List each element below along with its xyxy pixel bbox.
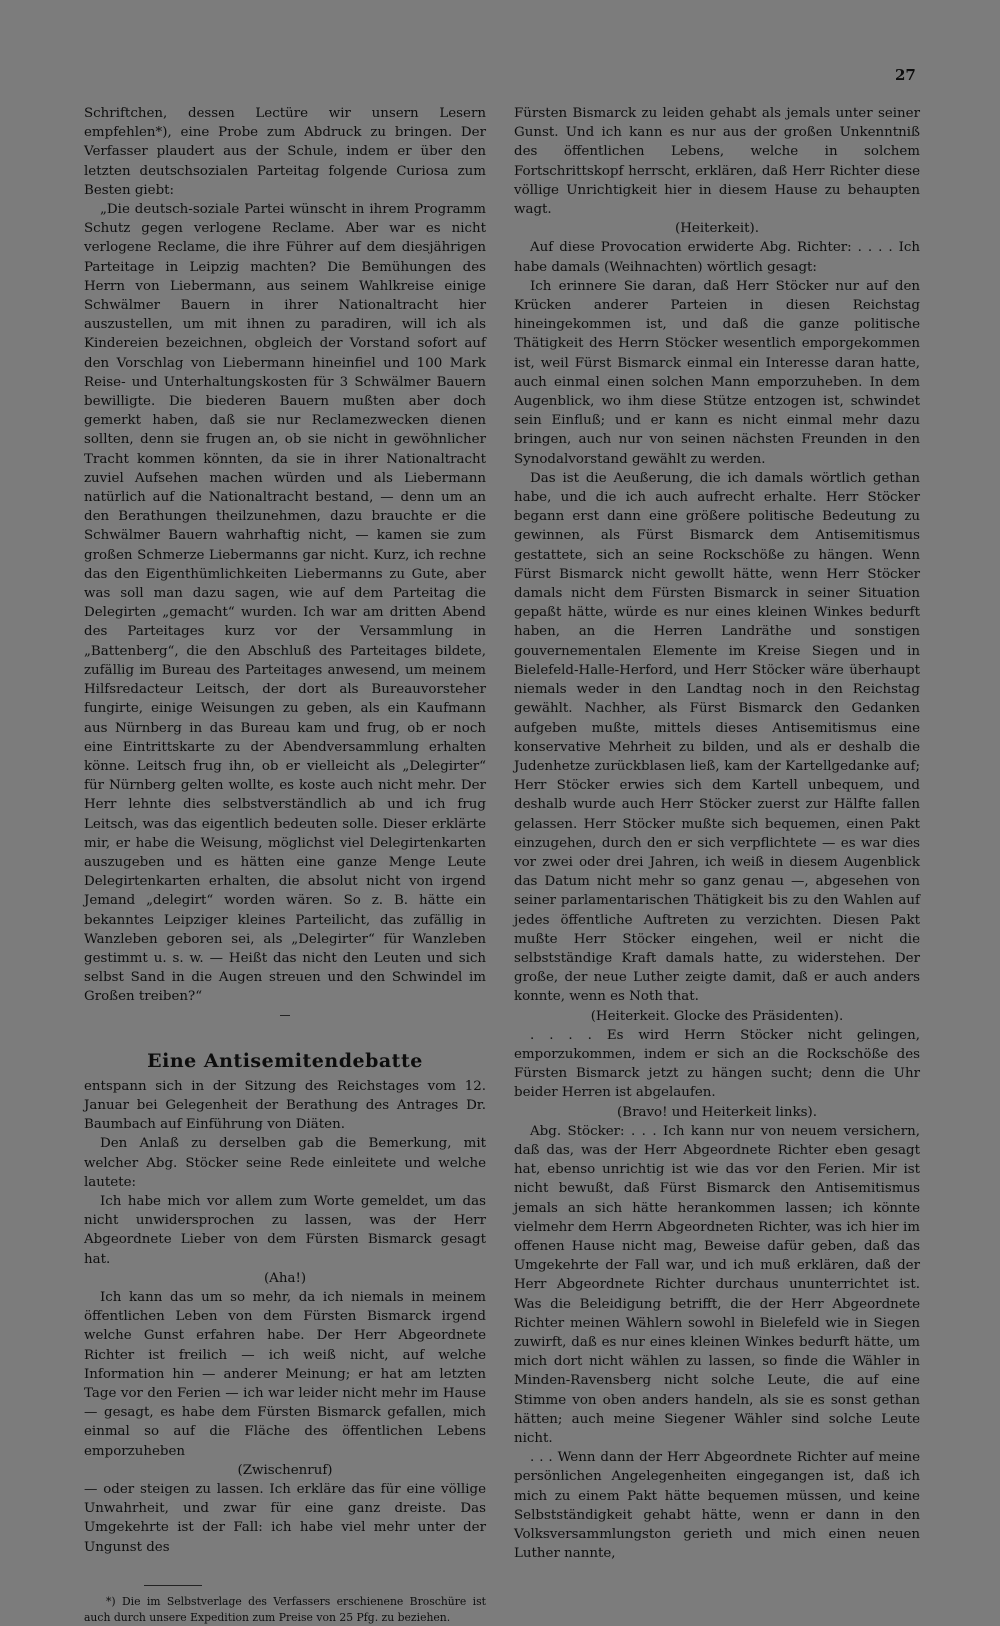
left-column xyxy=(84,104,486,1626)
right-paragraph-1: Fürsten Bismarck zu leiden gehabt als jemals unter seiner Gunst. Und ich kann es nur aus der großen Unkenntniß des öffentlichen Lebens, welche in solchem Fortschrittskopf herrscht, erklären, daß Herr Richter diese völlige Unrichtigkeit hier in diesem Hause zu behaupten wagt. xyxy=(514,106,920,218)
left-paragraph-7: Ich kann das um so mehr, da ich niemals in meinem öffentlichen Leben von dem Fürsten Bismarck irgend welche Gunst erfahren habe. Der Herr Abgeordnete Richter ist freilich — ich weiß nicht, auf welche Information hin — anderer Meinung; er hat am letzten Tage vor den Ferien — ich war leider nicht mehr im Hause — gesagt, es habe dem Fürsten Bismarck gefallen, mich einmal so auf die Fläche des öffentlichen Lebens emporzuheben xyxy=(84,1289,486,1459)
left-paragraph-1: Schriftchen, dessen Lectüre wir unsern Lesern empfehlen*), eine Probe zum Abdruck zu bringen. Der Verfasser plaudert aus der Schule, indem er über den letzten deutschsozialen Parteitag folgende Curiosa zum Besten giebt: xyxy=(84,106,486,198)
right-interjection-1: (Heiterkeit). xyxy=(675,221,759,237)
right-paragraph-9: Abg. Stöcker: . . . Ich kann nur von neuem versichern, daß das, was der Herr Abgeordnete Richter eben gesagt hat, ebenso unrichtig ist wie das vor den Ferien. Mir ist nicht bewußt, daß Fürst Bismarck den Antisemitismus jemals an sich hätte herankommen lassen; ich könnte vielmehr dem Herrn Abgeordneten Richter, was ich hier im offenen Hause nicht mag, Beweise dafür geben, daß das Umgekehrte der Fall war, und ich muß erklären, daß der Herr Abgeordnete Richter durchaus ununterrichtet ist. Was die Beleidigung betrifft, die der Herr Abgeordnete Richter meinen Wählern sowohl in Bielefeld wie in Siegen zuwirft, daß es nur eines kleinen Winkes bedurft hätte, um mich dort nicht wählen zu lassen, so finde die Wähler in Minden-Ravensberg nicht solche Leute, die auf eine Stimme von oben anders handeln, als sie es sonst gethan hätten; auch meine Siegener Wähler sind solche Leute nicht. xyxy=(514,1123,920,1447)
left-interjection-2: (Zwischenruf) xyxy=(237,1462,333,1478)
footnote: *) Die im Selbstverlage des Verfassers erschienene Broschüre ist auch durch unsere Expedition zum Preise von 25 Pfg. zu beziehen. xyxy=(84,1594,486,1624)
right-paragraph-5: Das ist die Aeußerung, die ich damals wörtlich gethan habe, und die ich auch aufrecht erhalte. Herr Stöcker begann erst dann eine größere politische Bedeutung zu gewinnen, als Fürst Bismarck dem Antisemitismus gestattete, sich an seine Rockschöße zu hängen. Wenn Fürst Bismarck nicht gewollt hätte, wenn Herr Stöcker damals nicht dem Fürsten Bismarck in seiner Situation gepaßt hätte, würde es nur eines kleinen Winkes bedurft haben, an die Herren Landräthe und sonstigen gouvernementalen Elemente im Kreise Siegen und in Bielefeld-Halle-Herford, und Herr Stöcker wäre überhaupt niemals weder in den Landtag noch in den Reichstag gewählt. Nachher, als Fürst Bismarck den Gedanken aufgeben mußte, mittels dieses Antisemitismus eine konservative Mehrheit zu bilden, und als er deshalb die Judenhetze zurückblasen ließ, kam der Kartellgedanke auf; Herr Stöcker erwies sich dem Kartell unbequem, und deshalb wurde auch Herr Stöcker zuerst zur Hälfte fallen gelassen. Herr Stöcker mußte sich bequemen, einen Pakt einzugehen, durch den er sich verpflichtete — es war dies vor zwei oder drei Jahren, ich weiß in diesem Augenblick das Datum nicht mehr so ganz genau —, abgesehen von seiner parlamentarischen Thätigkeit bis zu den Wahlen auf jedes öffentliche Auftreten zu verzichten. Diesen Pakt mußte Herr Stöcker eingehen, weil er nicht die selbstständige Kraft damals hatte, zu widerstehen. Der große, der neue Luther zeigte damit, daß er auch anders konnte, wenn es Noth that. xyxy=(514,470,920,1005)
left-paragraph-2: „Die deutsch-soziale Partei wünscht in ihrem Programm Schutz gegen verlogene Reclame. Aber war es nicht verlogene Reclame, die ihre Führer auf dem diesjährigen Parteitage in Leipzig machten? Die Bemühungen des Herrn von Liebermann, aus seinem Wahlkreise einige Schwälmer Bauern in ihrer Nationaltracht hier auszustellen, um mit ihnen zu paradiren, will ich als Kindereien bezeichnen, obgleich der Vorstand sofort auf den Vorschlag von Liebermann hineinfiel und 100 Mark Reise- und Unterhaltungskosten für 3 Schwälmer Bauern bewilligte. Die biederen Bauern mußten aber doch gemerkt haben, daß sie nur Reclamezwecken dienen sollten, denn sie frugen an, ob sie nicht in gewöhnlicher Tracht kommen könnten, da sie in ihrer Nationaltracht zuviel Aufsehen machen würden und als Liebermann natürlich auf die Nationaltracht bestand, — denn um an den Berathungen theilzunehmen, dazu brauchte er die Schwälmer Bauern wahrhaftig nicht, — kamen sie zum großen Schmerze Liebermanns gar nicht. Kurz, ich rechne das den Eigenthümlichkeiten Liebermanns zu Gute, aber was soll man dazu sagen, wie auf dem Parteitag die Delegirten „gemacht“ wurden. Ich war am dritten Abend des Parteitages kurz vor der Versammlung in „Battenberg“, die den Abschluß des Parteitages bildete, zufällig im Bureau des Parteitages anwesend, um meinem Hilfsredacteur Leitsch, der dort als Bureauvorsteher fungirte, einige Weisungen zu geben, als ein Kaufmann aus Nürnberg in das Bureau kam und frug, ob er noch eine Eintrittskarte zu der Abendversammlung erhalten könne. Leitsch frug ihn, ob er vielleicht als „Delegirter“ für Nürnberg gelten wollte, es koste auch nicht mehr. Der Herr lehnte dies selbstverständlich ab und ich frug Leitsch, was das eigentlich bedeuten solle. Dieser erklärte mir, er habe die Weisung, möglichst viel Delegirtenkarten auszugeben und es hätten eine ganze Menge Leute Delegirtenkarten erhalten, die absolut nicht von irgend Jemand „delegirt“ worden wären. So z. B. hätte ein bekanntes Leipziger kleines Parteilicht, das zufällig in Wanzleben geboren sei, als „Delegirter“ für Wanzleben gestimmt u. s. w. — Heißt das nicht den Leuten und sich selbst Sand in die Augen streuen und den Schwindel im Großen treiben?“ xyxy=(84,202,486,1005)
section-divider xyxy=(280,1015,290,1016)
right-paragraph-4: Ich erinnere Sie daran, daß Herr Stöcker nur auf den Krücken anderer Parteien in diesen Reichstag hineingekommen ist, und daß die ganze politische Thätigkeit des Herrn Stöcker wesentlich emporgekommen ist, weil Fürst Bismarck einmal ein Interesse daran hatte, auch einmal einen solchen Mann emporzuheben. In dem Augenblick, wo ihm diese Stütze entzogen ist, schwindet sein Einfluß; und er kann es nicht einmal mehr dazu bringen, auch nur von seinen nächsten Freunden in den Synodalvorstand gewählt zu werden. xyxy=(514,278,920,467)
left-paragraph-9: — oder steigen zu lassen. Ich erkläre das für eine völlige Unwahrheit, und zwar für eine ganz dreiste. Das Umgekehrte ist der Fall: ich habe viel mehr unter der Ungunst des xyxy=(84,1482,486,1555)
right-interjection-2: (Heiterkeit. Glocke des Präsidenten). xyxy=(590,1008,844,1024)
right-column xyxy=(514,104,920,1563)
right-interjection-3: (Bravo! und Heiterkeit links). xyxy=(617,1104,817,1120)
left-paragraph-5: Ich habe mich vor allem zum Worte gemeldet, um das nicht unwidersprochen zu lassen, was der Herr Abgeordnete Lieber von dem Fürsten Bismarck gesagt hat. xyxy=(84,1193,486,1267)
page-number: 27 xyxy=(895,66,916,84)
left-interjection-1: (Aha!) xyxy=(263,1270,307,1286)
footnote-rule xyxy=(144,1585,202,1586)
right-paragraph-10: . . . Wenn dann der Herr Abgeordnete Richter auf meine persönlichen Angelegenheiten eingegangen ist, daß ich mich zu einem Pakt hätte bequemen müssen, und keine Selbstständigkeit gehabt hätte, wenn er dann in den Volksversammlungston gerieth und mich einen neuen Luther nannte, xyxy=(514,1450,920,1562)
right-paragraph-7: . . . . Es wird Herrn Stöcker nicht gelingen, emporzukommen, indem er sich an die Rockschöße des Fürsten Bismarck jetzt zu hängen sucht; denn die Uhr beider Herren ist abgelaufen. xyxy=(514,1027,920,1101)
right-paragraph-3: Auf diese Provocation erwiderte Abg. Richter: . . . . Ich habe damals (Weihnachten) wörtlich gesagt: xyxy=(514,240,920,275)
left-paragraph-3: entspann sich in der Sitzung des Reichstages vom 12. Januar bei Gelegenheit der Berathung des Antrages Dr. Baumbach auf Einführung von Diäten. xyxy=(84,1078,486,1133)
left-paragraph-4: Den Anlaß zu derselben gab die Bemerkung, mit welcher Abg. Stöcker seine Rede einleitete und welche lautete: xyxy=(84,1136,486,1190)
section-heading: Eine Antisemitendebatte xyxy=(147,1049,423,1072)
